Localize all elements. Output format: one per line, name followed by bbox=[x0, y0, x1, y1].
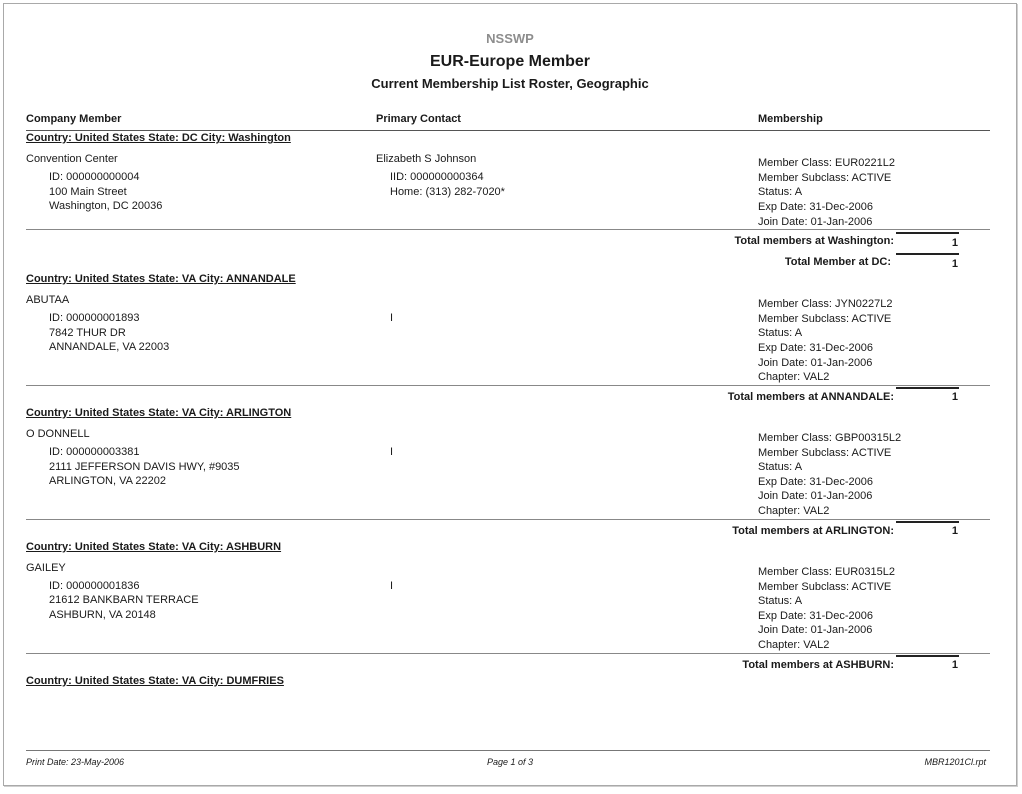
contact-home-phone: Home: (313) 282-7020* bbox=[390, 186, 505, 198]
member-address-line1: 21612 BANKBARN TERRACE bbox=[49, 594, 199, 606]
member-id: ID: 000000000004 bbox=[49, 171, 140, 183]
contact-mark: I bbox=[390, 446, 394, 458]
city-total-label: Total members at ANNANDALE: bbox=[727, 391, 894, 403]
membership-chapter: Chapter: VAL2 bbox=[758, 505, 830, 517]
contact-mark: I bbox=[390, 580, 394, 592]
column-header-membership: Membership bbox=[758, 113, 823, 125]
membership-subclass: Member Subclass: ACTIVE bbox=[758, 447, 892, 459]
group-header-arlington: Country: United States State: VA City: ARLINGTON bbox=[26, 407, 292, 419]
member-address-line1: 2111 JEFFERSON DAVIS HWY, #9035 bbox=[49, 461, 240, 473]
state-total-value: 1 bbox=[951, 258, 958, 270]
member-address-line1: 100 Main Street bbox=[49, 186, 127, 198]
member-name: O DONNELL bbox=[26, 428, 90, 440]
member-address-line2: Washington, DC 20036 bbox=[49, 200, 163, 212]
page-number: Page 1 of 3 bbox=[486, 757, 534, 767]
membership-exp-date: Exp Date: 31-Dec-2006 bbox=[758, 201, 873, 213]
total-rule bbox=[896, 387, 959, 389]
group-divider bbox=[26, 653, 990, 654]
member-id: ID: 000000001836 bbox=[49, 580, 140, 592]
report-page bbox=[3, 3, 1017, 786]
membership-class: Member Class: EUR0221L2 bbox=[758, 157, 895, 169]
group-divider bbox=[26, 229, 990, 230]
group-header-annandale: Country: United States State: VA City: ANNANDALE bbox=[26, 273, 296, 285]
membership-join-date: Join Date: 01-Jan-2006 bbox=[758, 624, 873, 636]
membership-class: Member Class: JYN0227L2 bbox=[758, 298, 893, 310]
membership-subclass: Member Subclass: ACTIVE bbox=[758, 313, 892, 325]
contact-mark: I bbox=[390, 312, 394, 324]
member-id: ID: 000000001893 bbox=[49, 312, 140, 324]
footer-divider bbox=[26, 750, 990, 751]
report-org: NSSWP bbox=[486, 31, 534, 46]
state-total-label: Total Member at DC: bbox=[784, 256, 891, 268]
city-total-label: Total members at ARLINGTON: bbox=[732, 525, 894, 537]
column-header-contact: Primary Contact bbox=[376, 113, 461, 125]
membership-subclass: Member Subclass: ACTIVE bbox=[758, 581, 892, 593]
contact-name: Elizabeth S Johnson bbox=[376, 153, 477, 165]
membership-chapter: Chapter: VAL2 bbox=[758, 639, 830, 651]
membership-exp-date: Exp Date: 31-Dec-2006 bbox=[758, 342, 873, 354]
member-name: GAILEY bbox=[26, 562, 66, 574]
total-rule bbox=[896, 521, 959, 523]
report-title: EUR-Europe Member bbox=[429, 53, 591, 70]
membership-exp-date: Exp Date: 31-Dec-2006 bbox=[758, 476, 873, 488]
group-divider bbox=[26, 385, 990, 386]
membership-subclass: Member Subclass: ACTIVE bbox=[758, 172, 892, 184]
member-address-line1: 7842 THUR DR bbox=[49, 327, 126, 339]
city-total-value: 1 bbox=[951, 659, 958, 671]
group-header-washington: Country: United States State: DC City: Washington bbox=[26, 132, 291, 144]
member-address-line2: ASHBURN, VA 20148 bbox=[49, 609, 156, 621]
group-header-ashburn: Country: United States State: VA City: ASHBURN bbox=[26, 541, 282, 553]
member-name: ABUTAA bbox=[26, 294, 70, 306]
print-date: Print Date: 23-May-2006 bbox=[26, 757, 125, 767]
contact-iid: IID: 000000000364 bbox=[390, 171, 484, 183]
city-total-value: 1 bbox=[951, 237, 958, 249]
membership-status: Status: A bbox=[758, 327, 803, 339]
member-id: ID: 000000003381 bbox=[49, 446, 140, 458]
member-address-line2: ANNANDALE, VA 22003 bbox=[49, 341, 170, 353]
report-subtitle: Current Membership List Roster, Geographic bbox=[371, 76, 649, 91]
city-total-label: Total members at ASHBURN: bbox=[742, 659, 894, 671]
city-total-value: 1 bbox=[951, 525, 958, 537]
membership-exp-date: Exp Date: 31-Dec-2006 bbox=[758, 610, 873, 622]
city-total-value: 1 bbox=[951, 391, 958, 403]
member-address-line2: ARLINGTON, VA 22202 bbox=[49, 475, 166, 487]
membership-join-date: Join Date: 01-Jan-2006 bbox=[758, 216, 873, 228]
membership-status: Status: A bbox=[758, 461, 803, 473]
city-total-label: Total members at Washington: bbox=[734, 235, 894, 247]
report-file-id: MBR1201Cl.rpt bbox=[924, 757, 986, 767]
group-divider bbox=[26, 519, 990, 520]
membership-class: Member Class: EUR0315L2 bbox=[758, 566, 895, 578]
total-rule bbox=[896, 655, 959, 657]
membership-status: Status: A bbox=[758, 186, 803, 198]
header-divider bbox=[26, 130, 990, 131]
membership-join-date: Join Date: 01-Jan-2006 bbox=[758, 357, 873, 369]
group-header-dumfries: Country: United States State: VA City: DUMFRIES bbox=[26, 675, 284, 687]
total-rule bbox=[896, 232, 959, 234]
column-header-company: Company Member bbox=[26, 113, 122, 125]
total-rule bbox=[896, 253, 959, 255]
membership-join-date: Join Date: 01-Jan-2006 bbox=[758, 490, 873, 502]
membership-chapter: Chapter: VAL2 bbox=[758, 371, 830, 383]
member-name: Convention Center bbox=[26, 153, 118, 165]
membership-status: Status: A bbox=[758, 595, 803, 607]
membership-class: Member Class: GBP00315L2 bbox=[758, 432, 902, 444]
